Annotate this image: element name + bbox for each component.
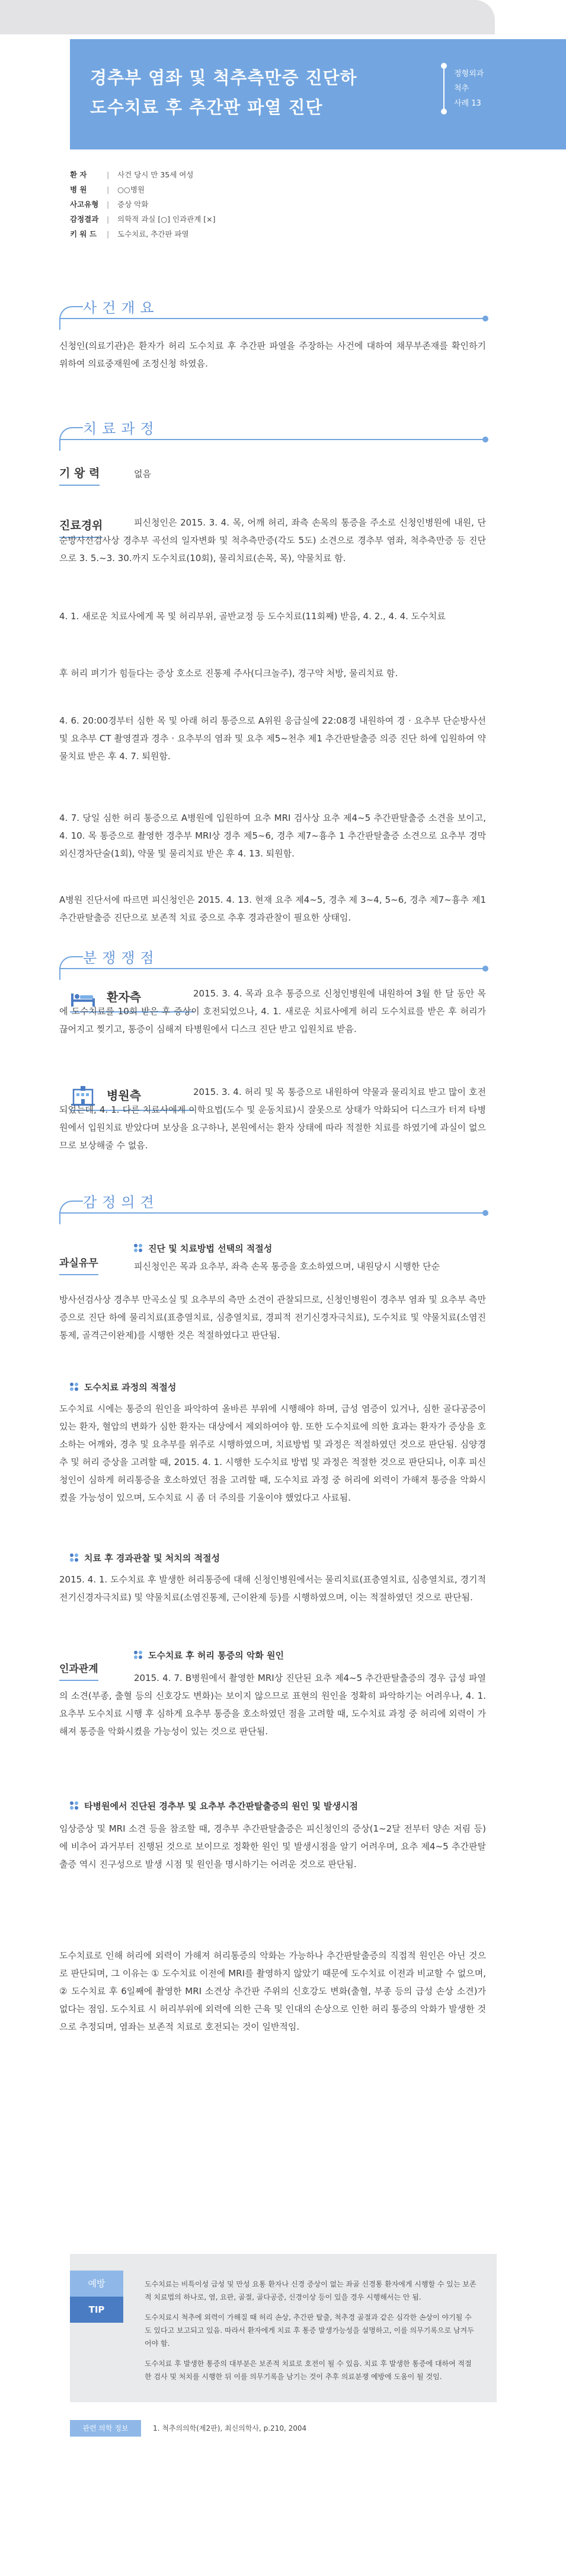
section-dispute-header [59,945,486,970]
info-key: 키 워 드 [70,230,97,238]
subsection-disc-cause-header: 타병원에서 진단된 경추부 및 요추부 추간판탈출증의 원인 및 발생시점 [70,1798,358,1814]
related-info-badge: 관련 의학 정보 [70,2420,141,2437]
info-row-result: 감정결과 | 의학적 과실 [○] 인과관계 [×] [70,212,497,227]
bullet-squares-icon [70,1801,79,1811]
subsection-pain-cause-text: 2015. 4. 7. B병원에서 촬영한 MRI상 진단된 요추 제4~5 추간판탈출증의 경우 급성 파열의 소견(부종, 출혈 등의 신호강도 변화)는 보이지 않으므로 표현의 원인을 정확히 파악하기는 어려우나, 4. 1. 요추부 도수치료 시행 후 심하게 요추부 통증을 호소하였던 점을 고려할 때, 도수치료 과정 중 허리에 외력이 가해져 통증을 악화시켰을 가능성이 있는 것으로 판단됨. [59,1673,486,1737]
subsection-diagnosis-header: 진단 및 치료방법 선택의 적절성 [134,1241,272,1256]
info-key: 사고유형 [70,200,99,209]
history-value: 없음 [134,469,151,479]
subsection-diagnosis-text-b: 방사선검사상 경추부 만곡소실 및 요추부의 측만 소견이 관찰되므로, 신청인병원이 경추부 염좌 및 요추부 측만증으로 진단 하에 물리치료(표층열치료, 심층열치료, 경피적 전기신경자극치료), 도수치료 및 약물치료(소염진통제, 골격근이완제)를 시행한 것은 적절하였다고 판단됨. [59,1294,486,1340]
tip-text [145,2278,477,2390]
related-info-text: 1. 척추의의학(제2판), 최신의학사, p.210, 2004 [153,2424,307,2432]
subsection-pain-cause-header: 도수치료 후 허리 통증의 악화 원인 [134,1648,284,1663]
subsection-diagnosis-text-a: 피신청인은 목과 요추부, 좌측 손목 통증을 호소하였으며, 내원당시 시행한 단순 [134,1261,440,1272]
overview-text: 신청인(의료기관)은 환자가 허리 도수치료 후 추간판 파열을 주장하는 사건에 대하여 채무부존재를 확인하기 위하여 의료중재원에 조정신청 하였음. [59,340,486,369]
bullet-squares-icon [134,1244,143,1253]
hospital-claim-text: 2015. 3. 4. 허리 및 목 통증으로 내원하여 약물과 물리치료 받고 많이 호전되었는데, 4. 1. 다른 치료사에게 이학요법(도수 및 운동치료)시 잘못으로 상태가 악화되어 디스크가 터져 타병원에서 입원치료 받았다며 보상을 요구하나, 본원에서는 환자 상태에 따라 적절한 치료를 하였기에 과실이 없으므로 보상해줄 수 없음. [59,1087,486,1151]
course-paragraph-1: 피신청인은 2015. 3. 4. 목, 어깨 허리, 좌측 손목의 통증을 주소로 신청인병원에 내원, 단순방사선검사상 경추부 곡선의 일자변화 및 척추측만증(각도 5도) 소견으로 경추부 염좌, 척추측만증 등 진단으로 3. 5.~3. 30.까지 도수치료(10회), 물리치료(손목, 목), 약물치료 함. [59,517,486,563]
bullet-squares-icon [70,1383,79,1392]
info-value: 증상 악화 [117,200,149,209]
bullet-squares-icon [134,1651,143,1660]
prevention-tip-box [70,2254,497,2402]
title-banner [70,39,566,149]
info-key: 병 원 [70,185,87,194]
negligence-label: 과실유무 [59,1255,98,1275]
history-label: 기 왕 력 [59,464,100,486]
section-title: 분쟁쟁점 [83,950,159,966]
case-tag [443,66,484,111]
section-treatment-header [59,416,486,441]
hospital-side-label: 병원측 [70,1085,141,1106]
section-overview-header [59,295,486,320]
tip-paragraph-3: 도수치료 후 발생한 통증의 대부분은 보존적 치료로 호전이 될 수 있음. 치료 후 발생한 통증에 대하여 적절한 검사 및 처치를 시행한 뒤 이를 의무기록을 남기는 것이 추후 의료분쟁 예방에 도움이 될 것임. [145,2360,472,2381]
course-paragraph-4: 4. 6. 20:00경부터 심한 목 및 아래 허리 통증으로 A위원 응급실에 22:08경 내원하여 경 · 요추부 단순방사선 및 요추부 CT 촬영결과 경추 · 요추부의 염좌 및 요추 제5~천추 제1 추간판탈출증 의증 진단 하에 입원하여 약물치료 받은 후 4. 7. 퇴원함. [59,715,486,762]
case-tag-dept: 정형외과 [454,69,484,78]
course-paragraph-6: A병원 진단서에 따르면 피신청인은 2015. 4. 13. 현재 요추 제4~5, 경추 제 3~4, 5~6, 경추 제7~흉추 제1 추간판탈출증 진단으로 보존적 치료 중으로 추후 경과관찰이 필요한 상태임. [59,894,486,923]
course-paragraph-3: 후 허리 펴기가 힘들다는 증상 호소로 진통제 주사(디크놀주), 경구약 처방, 물리치료 함. [59,668,398,679]
section-opinion-header [59,1190,486,1215]
tip-badge-top: 예방 [70,2271,123,2297]
info-row-type: 사고유형 | 증상 악화 [70,197,497,212]
info-value: 의학적 과실 [○] 인과관계 [×] [117,215,216,224]
title-line-2: 도수치료 후 추간판 파열 진단 [90,97,323,117]
info-row-keywords: 키 워 드 | 도수치료, 추간판 파열 [70,227,497,241]
case-tag-number: 사례 13 [454,99,481,108]
info-row-patient: 환 자 | 사건 당시 만 35세 여성 [70,167,497,182]
page-title [90,63,357,122]
subsection-manual-therapy-text: 도수치료 시에는 통증의 원인을 파악하여 올바른 부위에 시행해야 하며, 급성 염증이 있거나, 심한 골다공증이 있는 환자, 혈압의 변화가 심한 환자는 대상에서 제외하여야 함. 또한 도수치료에 의한 효과는 환자가 증상을 호소하는 어깨와, 경추 및 요추부를 위주로 시행하였으며, 치료방법 및 과정은 적절하였던 것으로 판단됨. 심양경추 및 허리 증상을 고려할 때, 2015. 4. 1. 시행한 도수치료 방법 및 과정은 적절한 것으로 판단되나, 이후 피신청인이 심하게 허리통증을 호소하였던 점을 고려할 때, 도수치료 과정 중 허리에 외력이 가해져 통증을 악화시켰을 가능성이 있으며, 도수치료 시 좀 더 주의를 기울이야 했었다고 사료됨. [59,1403,486,1503]
info-value: 사건 당시 만 35세 여성 [117,170,194,179]
tip-paragraph-2: 도수치료시 척추에 외력이 가해질 때 허리 손상, 추간판 탈출, 척추경 골절과 같은 심각한 손상이 야기될 수도 있다고 보고되고 있음. 따라서 환자에게 치료 후 통증 발생가능성을 설명하고, 이를 의무기록으로 남겨두어야 함. [145,2313,474,2348]
conclusion-text: 도수치료로 인해 허리에 외력이 가해져 허리통증의 악화는 가능하나 추간판탈출증의 직접적 원인은 아닌 것으로 판단되며, 그 이유는 ① 도수치료 이전에 MRI를 촬영하지 않았기 때문에 도수치료 이전과 비교할 수 없으며, ② 도수치료 후 6일째에 촬영한 MRI 소견상 추간판 주위의 신호강도 변화(출혈, 부종 등의 급성 손상 소견)가 없다는 점임. 도수치료 시 허리부위에 외력에 의한 근육 및 인대의 손상으로 인한 허리 통증의 악화가 발생한 것으로 추정되며, 염좌는 보존적 치료로 호전되는 것이 일반적임. [59,1950,486,2032]
case-info-table [70,167,497,241]
section-title: 사건개요 [83,300,159,316]
course-label: 진료경위 [59,516,103,538]
top-tab [0,0,495,34]
subsection-disc-cause-text: 임상증상 및 MRI 소견 등을 참조할 때, 경추부 추간판탈출증은 피신청인의 증상(1~2달 전부터 양손 저림 등)에 비추어 과거부터 진행된 것으로 보이므로 정확한 원인 및 발생시점을 알기 어려우며, 요추 제4~5 추간판탈출증 역시 진구성으로 발생 시점 및 원인을 명시하기는 어려운 것으로 판단됨. [59,1823,486,1870]
tip-badge [70,2271,123,2323]
info-value: ○○병원 [117,185,145,194]
info-key: 감정결과 [70,215,99,224]
course-paragraph-2: 4. 1. 새로운 치료사에게 목 및 허리부위, 골반교정 등 도수치료(11회째) 받음, 4. 2., 4. 4. 도수치료 [59,611,446,622]
info-row-hospital: 병 원 | ○○병원 [70,182,497,197]
title-line-1: 경추부 염좌 및 척추측만증 진단하 [90,68,357,88]
patient-side-label: 환자측 [70,987,141,1008]
bullet-squares-icon [70,1553,79,1563]
causation-label: 인과관계 [59,1661,98,1681]
tip-paragraph-1: 도수치료는 비특이성 급성 및 만성 요통 환자나 신경 증상이 없는 좌골 신경통 환자에게 시행할 수 있는 보존적 치료법의 하나로, 염, 요판, 골절, 골다공증, 신경이상 등이 있을 경우 시행해서는 안 됨. [145,2280,477,2301]
section-title: 감정의견 [83,1194,159,1211]
info-value: 도수치료, 추간판 파열 [117,230,189,238]
subsection-followup-header: 치료 후 경과관찰 및 처치의 적절성 [70,1550,220,1566]
section-title: 치료과정 [83,421,159,437]
course-paragraph-5: 4. 7. 당일 심한 허리 통증으로 A병원에 입원하여 요추 MRI 검사상 요추 제4~5 추간판탈출증 소견을 보이고, 4. 10. 목 통증으로 촬영한 경추부 MRI상 경추 제5~6, 경추 제7~흉추 1 추간판탈출증 소견으로 요추부 경막외신경차단술(1회), 약물 및 물리치료 받은 후 4. 13. 퇴원함. [59,813,486,859]
patient-claim-text: 2015. 3. 4. 목과 요추 통증으로 신청인병원에 내원하여 3월 한 달 동안 목에 도수치료를 10회 받은 후 증상이 호전되었으나, 4. 1. 새로운 치료사에게 허리 도수치료를 받은 후 허리가 끊어지고 찢기고, 통증이 심해져 타병원에서 디스크 진단 받고 입원치료 받음. [59,988,486,1034]
info-key: 환 자 [70,170,87,179]
tip-badge-bottom: TIP [70,2297,123,2323]
subsection-followup-text: 2015. 4. 1. 도수치료 후 발생한 허리통증에 대해 신청인병원에서는 물리치료(표층열치료, 심층열치료, 경기적 전기신경자극치료) 및 약물치료(소염진통제, 근이완제 등)를 시행하였으며, 이는 적절하였던 것으로 판단됨. [59,1574,486,1603]
case-tag-area: 척추 [454,84,469,93]
subsection-manual-therapy-header: 도수치료 과정의 적절성 [70,1380,176,1395]
